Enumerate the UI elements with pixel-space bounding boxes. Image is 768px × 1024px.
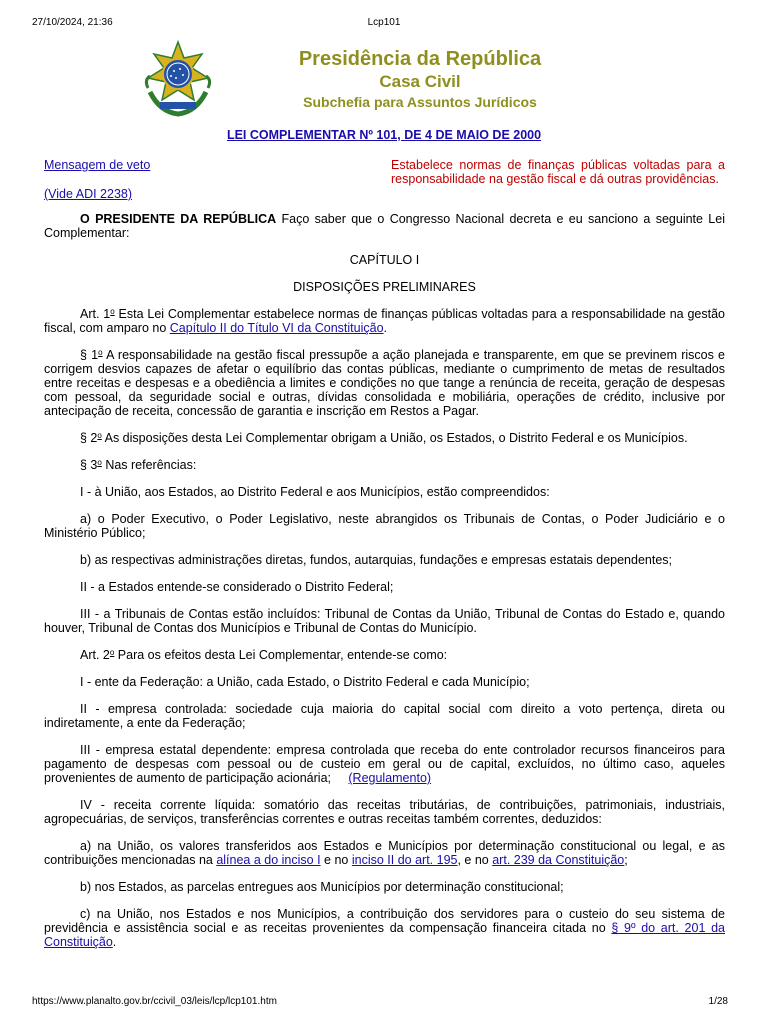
preamble: O PRESIDENTE DA REPÚBLICA Faço saber que o Congresso Nacional decreta e eu sanciono a seguinte Lei Complementar: [44,212,725,240]
veto-message-link[interactable]: Mensagem de veto [44,158,151,172]
masthead-presidencia: Presidência da República [298,48,542,70]
chapter-heading: CAPÍTULO I [349,253,420,267]
article-2-item-iv-b: b) nos Estados, as parcelas entregues aos Municípios por determinação constitucional; [80,880,564,894]
print-url: https://www.planalto.gov.br/ccivil_03/leis/lcp/lcp101.htm [32,996,277,1007]
article-2-item-iv: IV - receita corrente líquida: somatório das receitas tributárias, de contribuições, patrimoniais, industriais, agropecuárias, de serviços, transferências correntes e outras receitas também correntes, deduzidos: [44,798,725,826]
article-2-item-iii: III - empresa estatal dependente: empresa controlada que receba do ente controlador recursos financeiros para pagamento de despesas com pessoal ou de custeio em geral ou de capital, excluídos, no último caso, aqueles provenientes de aumento de participação acionária; (Regulamento) [44,743,725,785]
paragraph-3-item-iii: III - a Tribunais de Contas estão incluídos: Tribunal de Contas da União, Tribunal de Contas do Estado e, quando houver, Tribunal de Contas dos Municípios e Tribunal de Contas do Município. [44,607,725,635]
masthead-casa-civil: Casa Civil [379,72,461,91]
article-2-item-iv-a: a) na União, os valores transferidos aos Estados e Municípios por determinação constitucional ou legal, e as contribuições mencionadas na alínea a do inciso I e no inciso II do art. 195, e no art. 239 da Constituição; [44,839,725,867]
regulamento-link[interactable]: (Regulamento) [348,771,432,785]
constitution-chapter-link[interactable]: Capítulo II do Título VI da Constituição [169,321,384,335]
print-title: Lcp101 [367,17,401,28]
side-links [44,158,150,201]
law-title-link[interactable]: LEI COMPLEMENTAR Nº 101, DE 4 DE MAIO DE 2000 [226,128,542,142]
article-2: Art. 2$^o$ Para os efeitos desta Lei Complementar, entende-se como: [80,648,448,662]
inciso-ii-art-195-link[interactable]: inciso II do art. 195 [351,853,458,867]
paragraph-9-art-201-link[interactable]: § 9º do art. 201 da Constituição [44,921,725,949]
law-title [44,128,724,142]
paragraph-3-item-i: I - à União, aos Estados, ao Distrito Federal e aos Municípios, estão compreendidos: [80,485,550,499]
chapter-title: DISPOSIÇÕES PRELIMINARES [293,280,476,294]
article-2-item-i: I - ente da Federação: a União, cada Estado, o Distrito Federal e cada Município; [80,675,530,689]
paragraph-3-item-ii: II - a Estados entende-se considerado o Distrito Federal; [80,580,394,594]
article-2-item-ii: II - empresa controlada: sociedade cuja maioria do capital social com direito a voto pertença, direta ou indiretamente, a ente da Federação; [44,702,725,730]
alinea-a-inciso-i-link[interactable]: alínea a do inciso I [216,853,321,867]
masthead-subchefia: Subchefia para Assuntos Jurídicos [303,94,537,110]
law-body [44,212,725,962]
article-1-paragraph-1: § 1$^o$ A responsabilidade na gestão fiscal pressupõe a ação planejada e transparente, em que se previnem riscos e corrigem desvios capazes de afetar o equilíbrio das contas públicas, mediante o cumprimento de metas de resultados entre receitas e despesas e a obediência a limites e condições no que tange a renúncia de receita, geração de despesas com pessoal, da seguridade social e outras, dívidas consolidada e mobiliária, operações de crédito, inclusive por antecipação de receita, concessão de garantia e inscrição em Restos a Pagar. [44,348,725,418]
print-header [32,17,736,31]
ementa: Estabelece normas de finanças públicas voltadas para a responsabilidade na gestão fiscal e dá outras providências. [391,158,725,186]
article-1-paragraph-2: § 2$^o$ As disposições desta Lei Complementar obrigam a União, os Estados, o Distrito Federal e os Municípios. [80,431,688,445]
article-1-paragraph-3: § 3$^o$ Nas referências: [80,458,197,472]
article-1: Art. 1$^o$ Esta Lei Complementar estabelece normas de finanças públicas voltadas para a responsabilidade na gestão fiscal, com amparo no Capítulo II do Título VI da Constituição. [44,307,725,335]
adi-2238-link[interactable]: (Vide ADI 2238) [44,187,133,201]
brazil-coat-of-arms-icon [140,40,216,118]
page-counter: 1/28 [708,996,728,1007]
print-footer [32,996,728,1010]
preamble-bold: O PRESIDENTE DA REPÚBLICA [80,212,277,226]
paragraph-3-item-i-b: b) as respectivas administrações diretas, fundos, autarquias, fundações e empresas estatais dependentes; [80,553,673,567]
print-date: 27/10/2024, 21:36 [32,17,113,28]
article-2-item-iv-c: c) na União, nos Estados e nos Municípios, a contribuição dos servidores para o custeio do seu sistema de previdência e assistência social e as receitas provenientes da compensação financeira citada no § 9º do art. 201 da Constituição. [44,907,725,949]
art-239-constituicao-link[interactable]: art. 239 da Constituição [492,853,625,867]
masthead [230,46,610,112]
paragraph-3-item-i-a: a) o Poder Executivo, o Poder Legislativo, neste abrangidos os Tribunais de Contas, o Poder Judiciário e o Ministério Público; [44,512,725,540]
